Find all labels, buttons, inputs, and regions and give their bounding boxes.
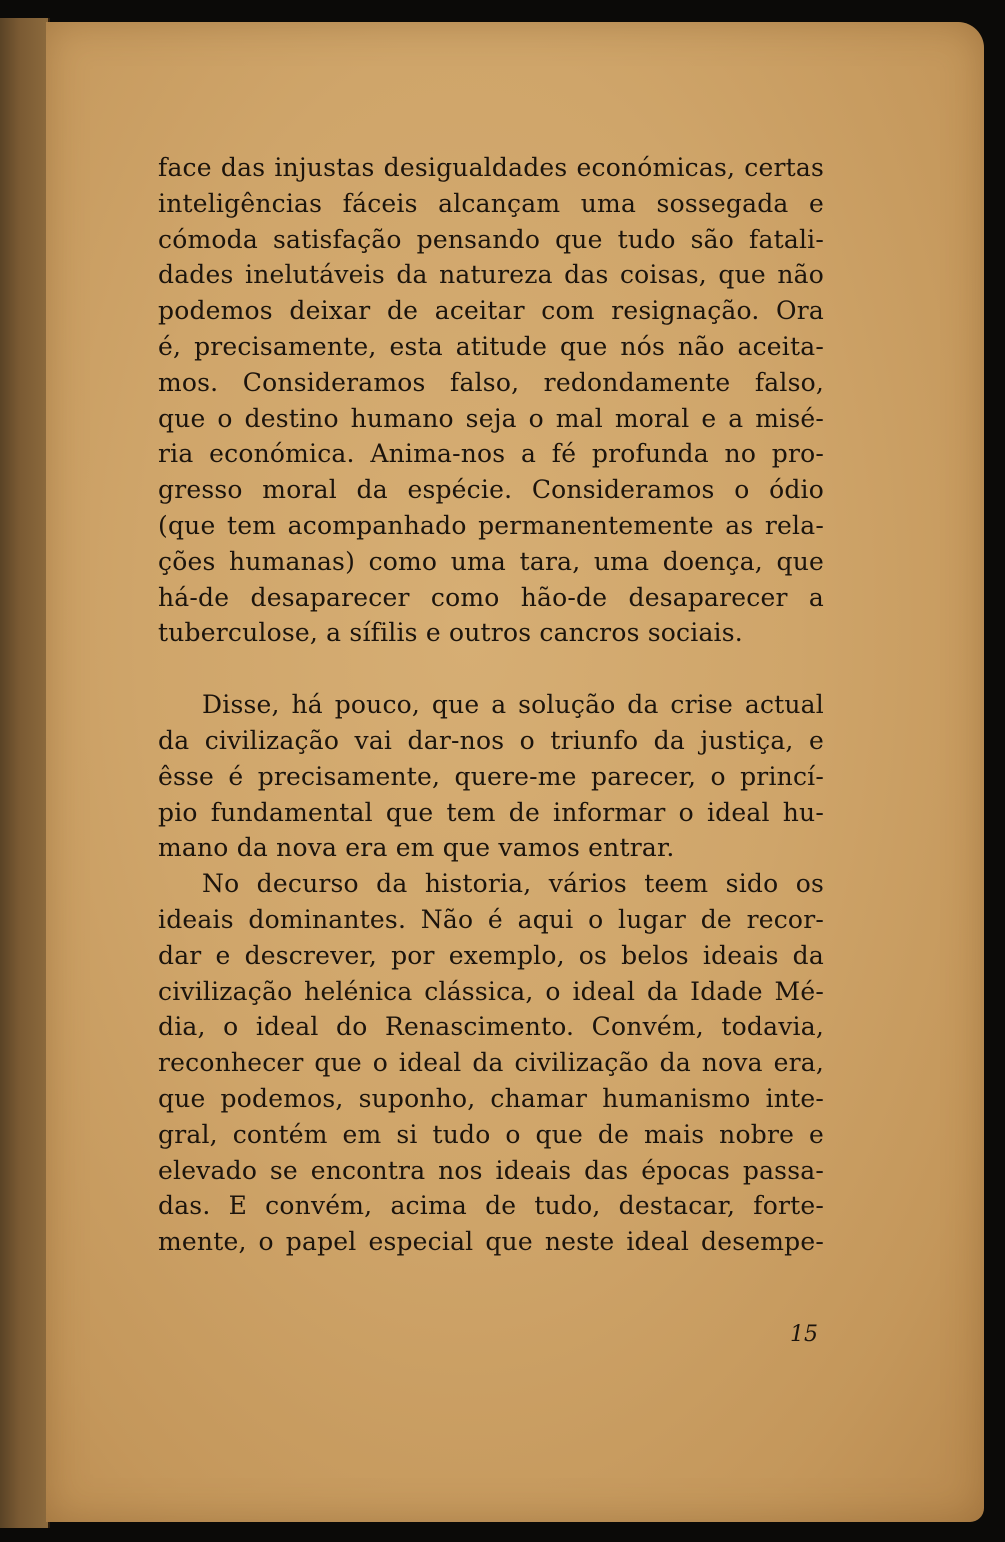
- body-text: [158, 150, 824, 1260]
- paragraph-3: [158, 866, 824, 1260]
- text-line: das. E convém, acima de tudo, destacar, forte-: [158, 1191, 824, 1221]
- paragraph-1: [158, 150, 824, 651]
- paragraph-gap: [158, 651, 824, 687]
- text-line: face das injustas desigualdades económicas, certas: [158, 153, 824, 182]
- text-line: mos. Consideramos falso, redondamente falso,: [158, 367, 824, 397]
- text-line: No decurso da historia, vários teem sido os: [202, 869, 824, 899]
- text-line: gral, contém em si tudo o que de mais nobre e: [158, 1119, 824, 1149]
- text-line: ideais dominantes. Não é aqui o lugar de recor-: [158, 904, 824, 934]
- text-line: reconhecer que o ideal da civilização da nova era,: [158, 1048, 824, 1078]
- text-line: tuberculose, a sífilis e outros cancros sociais.: [158, 618, 743, 648]
- text-line: dia, o ideal do Renascimento. Convém, todavia,: [158, 1012, 824, 1042]
- text-line: que o destino humano seja o mal moral e a misé-: [158, 403, 824, 433]
- text-line: pio fundamental que tem de informar o ideal hu-: [158, 797, 824, 827]
- text-line: ções humanas) como uma tara, uma doença, que: [158, 546, 824, 576]
- text-line: elevado se encontra nos ideais das épocas passa-: [158, 1155, 824, 1185]
- text-line: há-de desaparecer como hão-de desaparecer a: [158, 582, 824, 612]
- text-line: cómoda satisfação pensando que tudo são fatali-: [158, 224, 824, 254]
- text-line: êsse é precisamente, quere-me parecer, o princí-: [158, 761, 824, 791]
- text-line: civilização helénica clássica, o ideal da Idade Mé-: [158, 976, 824, 1006]
- text-line: que podemos, suponho, chamar humanismo inte-: [158, 1083, 824, 1113]
- paragraph-2: [158, 687, 824, 866]
- text-line: (que tem acompanhado permanentemente as rela-: [158, 510, 824, 540]
- text-line: da civilização vai dar-nos o triunfo da justiça, e: [158, 725, 824, 755]
- text-line: Disse, há pouco, que a solução da crise actual: [202, 690, 824, 720]
- text-line: podemos deixar de aceitar com resignação. Ora: [158, 296, 824, 326]
- text-line: ria económica. Anima-nos a fé profunda no pro-: [158, 439, 824, 469]
- text-line: mano da nova era em que vamos entrar.: [158, 833, 675, 863]
- text-line: inteligências fáceis alcançam uma sossegada e: [158, 188, 824, 218]
- binding-edge: [0, 18, 50, 1528]
- text-line: dar e descrever, por exemplo, os belos ideais da: [158, 940, 824, 970]
- text-line: dades inelutáveis da natureza das coisas, que não: [158, 260, 824, 290]
- page-number: 15: [790, 1322, 818, 1347]
- text-line: gresso moral da espécie. Consideramos o ódio: [158, 475, 824, 505]
- text-line: mente, o papel especial que neste ideal desempe-: [158, 1227, 824, 1257]
- text-line: é, precisamente, esta atitude que nós não aceita-: [158, 331, 824, 361]
